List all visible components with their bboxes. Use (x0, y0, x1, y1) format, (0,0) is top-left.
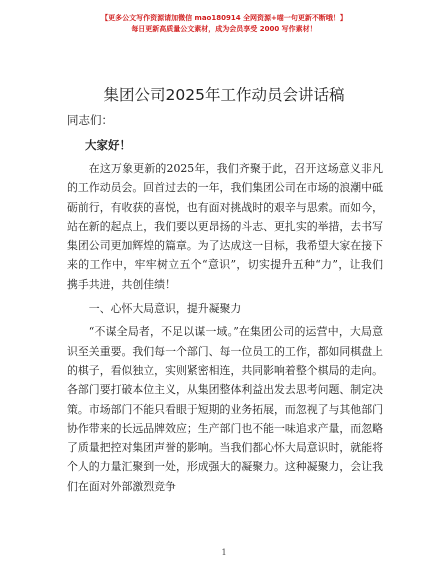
intro-paragraph: 在这万象更新的2025年，我们齐聚于此，召开这场意义非凡的工作动员会。回首过去的一年，我们集团公司在市场的浪潮中砥砺前行，有收获的喜悦，也有面对挑战时的艰辛与思索。而如今，站在新的起点上，我们要以更昂扬的斗志、更扎实的举措，去书写集团公司更加辉煌的篇章。为了达成这一目标，我希望大家在接下来的工作中，牢牢树立五个“意识”，切实提升五种“力”，让我们携手共进，共创佳绩！ (67, 162, 383, 291)
promo-banner-line-1: 【更多公文写作资源请加微信 mao180914 全网资源+喵一句更新不断哦！】 (101, 14, 347, 22)
document-body (67, 159, 383, 496)
section-1-paragraph: “不谋全局者，不足以谋一域。”在集团公司的运营中，大局意识至关重要。我们每一个部门、每一位员工的工作，都如同棋盘上的棋子，看似独立，实则紧密相连，共同影响着整个棋局的走向。各部门要打破本位主义，从集团整体利益出发去思考问题、制定决策。市场部门不能只看眼于短期的业务拓展，而忽视了与其他部门协作带来的长远品牌效应；生产部门也不能一味追求产量，而忽略了质量把控对集团声誉的影响。当我们都心怀大局意识时，就能将个人的力量汇聚到一处，形成强大的凝聚力。这种凝聚力，会让我们在面对外部激烈竞争 (67, 325, 383, 493)
greeting: 大家好！ (85, 138, 131, 152)
salutation: 同志们： (67, 113, 113, 127)
page-number: 1 (221, 548, 227, 557)
document-title: 集团公司2025年工作动员会讲话稿 (103, 86, 345, 104)
promo-banner-line-2: 每日更新高质量公文素材，成为会员享受 2000 写作素材！ (131, 25, 317, 33)
section-1-heading: 一、心怀大局意识，提升凝聚力 (88, 302, 242, 316)
